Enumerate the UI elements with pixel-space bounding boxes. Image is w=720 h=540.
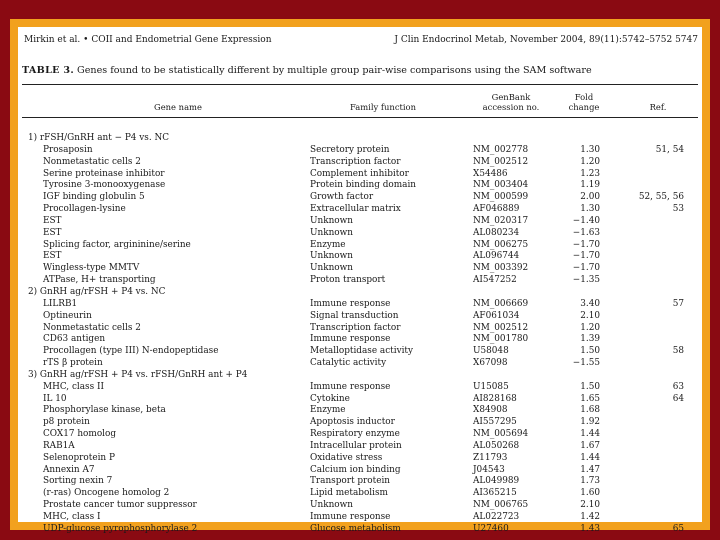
family-function-cell: Unknown (310, 251, 353, 262)
genbank-accession-cell: AL096744 (473, 251, 520, 262)
table-row (18, 228, 702, 240)
reference-cell: 64 (672, 393, 684, 404)
fold-change-cell: 1.30 (580, 144, 600, 155)
family-function-cell: Metalloptidase activity (310, 346, 414, 357)
fold-change-cell: −1.40 (572, 215, 600, 226)
table-row (18, 465, 702, 477)
gene-name-cell: rTS β protein (43, 358, 103, 369)
fold-change-cell: 1.47 (580, 464, 600, 475)
family-function-cell: Transcription factor (310, 156, 401, 167)
family-function-cell: Respiratory enzyme (310, 429, 400, 440)
gene-name-cell: EST (43, 251, 62, 262)
family-function-cell: Unknown (310, 215, 353, 226)
genbank-accession-cell: Z11793 (473, 452, 508, 463)
section-label: 1) rFSH/GnRH ant − P4 vs. NC (28, 133, 170, 143)
table-row (18, 192, 702, 204)
table-row (18, 157, 702, 169)
family-function-cell: Growth factor (310, 192, 374, 203)
gene-name-cell: MHC, class I (43, 512, 101, 522)
fold-change-cell: 1.92 (580, 417, 600, 428)
family-function-cell: Enzyme (310, 239, 346, 250)
genbank-accession-cell: NM_002512 (473, 322, 529, 333)
genbank-accession-cell: AL050268 (473, 440, 520, 451)
slide-frame (10, 19, 710, 534)
gene-name-cell: RAB1A (43, 440, 75, 451)
reference-cell: 63 (672, 381, 684, 392)
gene-name-cell: p8 protein (43, 417, 90, 428)
table-row (18, 405, 702, 417)
section-label: 2) GnRH ag/rFSH + P4 vs. NC (28, 286, 166, 297)
gene-name-cell: IL 10 (43, 393, 67, 404)
genbank-accession-cell: NM_002512 (473, 156, 529, 167)
family-function-cell: Oxidative stress (310, 452, 383, 463)
genbank-accession-cell: AI547252 (473, 275, 517, 286)
fold-change-cell: −1.70 (572, 251, 600, 262)
table-row (18, 417, 702, 429)
table-row (18, 334, 702, 346)
fold-change-cell: −1.70 (572, 263, 600, 274)
gene-name-cell: Prosaposin (43, 144, 93, 155)
fold-change-cell: −1.70 (572, 239, 600, 250)
genbank-accession-cell: NM_002778 (473, 144, 529, 155)
genbank-accession-cell: AI365215 (473, 488, 517, 499)
fold-change-cell: 1.42 (580, 512, 600, 522)
table-row (18, 145, 702, 157)
table-row (18, 275, 702, 287)
fold-change-cell: 2.10 (580, 310, 600, 321)
table-row (18, 441, 702, 453)
col-header-ref: Ref. (649, 102, 667, 112)
genbank-accession-cell: X54486 (473, 168, 508, 179)
gene-name-cell: IGF binding globulin 5 (43, 192, 145, 203)
family-function-cell: Glucose metabolism (310, 523, 401, 534)
genbank-accession-cell: U58048 (473, 346, 509, 357)
gene-name-cell: Sorting nexin 7 (43, 476, 113, 487)
genbank-accession-cell: NM_000599 (473, 192, 529, 203)
table-header-rule (22, 117, 698, 118)
gene-name-cell: Selenoprotein P (43, 452, 115, 463)
table-body (18, 133, 702, 536)
family-function-cell: Enzyme (310, 405, 346, 416)
table-row (18, 429, 702, 441)
family-function-cell: Immune response (310, 381, 391, 392)
gene-name-cell: ATPase, H+ transporting (43, 275, 156, 286)
gene-name-cell: Wingless-type MMTV (43, 263, 140, 274)
gene-name-cell: LILRB1 (43, 298, 78, 309)
fold-change-cell: 3.40 (580, 298, 600, 309)
col-header-genbank-line1: GenBank (491, 92, 531, 102)
table-row (18, 240, 702, 252)
family-function-cell: Proton transport (310, 275, 386, 286)
family-function-cell: Transcription factor (310, 322, 401, 333)
gene-name-cell: Prostate cancer tumor suppressor (43, 500, 197, 511)
genbank-accession-cell: NM_020317 (473, 215, 529, 226)
gene-name-cell: Nonmetastatic cells 2 (43, 156, 141, 167)
reference-cell: 58 (672, 346, 684, 357)
fold-change-cell: 1.43 (580, 523, 600, 534)
table-row (18, 488, 702, 500)
table-row (18, 358, 702, 370)
genbank-accession-cell: X84908 (473, 405, 508, 416)
table-row (18, 263, 702, 275)
gene-name-cell: (r-ras) Oncogene homolog 2 (43, 488, 170, 499)
gene-name-cell: MHC, class II (43, 381, 104, 392)
col-header-genbank-line2: accession no. (482, 102, 540, 112)
table-row (18, 476, 702, 488)
col-header-genbank (466, 92, 556, 112)
gene-name-cell: EST (43, 227, 62, 238)
running-header (24, 33, 698, 47)
fold-change-cell: 1.44 (580, 452, 600, 463)
family-function-cell: Secretory protein (310, 144, 390, 155)
family-function-cell: Complement inhibitor (310, 168, 409, 179)
fold-change-cell: −1.35 (572, 275, 600, 286)
table-section-row (18, 133, 702, 145)
table-row (18, 453, 702, 465)
section-label: 3) GnRH ag/rFSH + P4 vs. rFSH/GnRH ant + P4 (28, 369, 248, 380)
table-row (18, 204, 702, 216)
genbank-accession-cell: AL080234 (473, 227, 520, 238)
fold-change-cell: 1.67 (580, 440, 600, 451)
fold-change-cell: 1.23 (580, 168, 600, 179)
table-row (18, 251, 702, 263)
table-row (18, 524, 702, 536)
family-function-cell: Unknown (310, 500, 353, 511)
gene-name-cell: Annexin A7 (43, 464, 95, 475)
table-row (18, 512, 702, 524)
genbank-accession-cell: AL022723 (473, 512, 520, 522)
running-header-left: Mirkin et al. • COII and Endometrial Gene Expression (24, 35, 272, 45)
col-header-fold-line2: change (568, 102, 600, 112)
genbank-accession-cell: J04543 (473, 464, 505, 475)
family-function-cell: Apoptosis inductor (310, 417, 395, 428)
table-top-rule (22, 84, 698, 85)
genbank-accession-cell: AF061034 (473, 310, 520, 321)
genbank-accession-cell: U15085 (473, 381, 509, 392)
genbank-accession-cell: AI828168 (473, 393, 517, 404)
table-row (18, 180, 702, 192)
family-function-cell: Immune response (310, 298, 391, 309)
family-function-cell: Immune response (310, 512, 391, 522)
table-section-row (18, 287, 702, 299)
family-function-cell: Calcium ion binding (310, 464, 401, 475)
table-row (18, 382, 702, 394)
family-function-cell: Intracellular protein (310, 440, 402, 451)
reference-cell: 52, 55, 56 (638, 192, 684, 203)
family-function-cell: Protein binding domain (310, 180, 417, 191)
gene-name-cell: UDP-glucose pyrophosphorylase 2 (43, 523, 198, 534)
col-header-family: Family function (350, 102, 416, 112)
col-header-gene: Gene name (154, 102, 202, 112)
col-header-fold-line1: Fold (574, 92, 594, 102)
reference-cell: 57 (672, 298, 684, 309)
genbank-accession-cell: AF046889 (473, 204, 520, 215)
family-function-cell: Immune response (310, 334, 391, 345)
table-caption-text: Genes found to be statistically different by multiple group pair-wise comparisons using the SAM software (77, 65, 592, 76)
genbank-accession-cell: NM_005694 (473, 429, 529, 440)
table-row (18, 500, 702, 512)
fold-change-cell: 1.50 (580, 346, 600, 357)
genbank-accession-cell: NM_003392 (473, 263, 529, 274)
fold-change-cell: 1.50 (580, 381, 600, 392)
fold-change-cell: 1.20 (580, 156, 600, 167)
gene-name-cell: EST (43, 215, 62, 226)
fold-change-cell: 1.73 (580, 476, 600, 487)
gene-name-cell: Optineurin (43, 310, 92, 321)
gene-name-cell: Nonmetastatic cells 2 (43, 322, 141, 333)
fold-change-cell: 1.65 (580, 393, 600, 404)
reference-cell: 51, 54 (655, 144, 684, 155)
col-header-fold (564, 92, 604, 112)
gene-name-cell: Procollagen-lysine (43, 204, 126, 215)
gene-name-cell: Serine proteinase inhibitor (43, 168, 165, 179)
table-row (18, 323, 702, 335)
fold-change-cell: 2.00 (580, 192, 600, 203)
table-caption (22, 64, 592, 77)
genbank-accession-cell: AI557295 (473, 417, 517, 428)
fold-change-cell: 1.60 (580, 488, 600, 499)
family-function-cell: Unknown (310, 263, 353, 274)
genbank-accession-cell: NM_001780 (473, 334, 529, 345)
family-function-cell: Catalytic activity (310, 358, 387, 369)
table-section-row (18, 370, 702, 382)
family-function-cell: Lipid metabolism (310, 488, 388, 499)
gene-name-cell: Procollagen (type III) N-endopeptidase (43, 346, 219, 357)
fold-change-cell: 1.44 (580, 429, 600, 440)
scanned-page (18, 27, 702, 534)
genbank-accession-cell: NM_006765 (473, 500, 529, 511)
reference-cell: 53 (672, 204, 684, 215)
genbank-accession-cell: NM_006275 (473, 239, 529, 250)
genbank-accession-cell: NM_006669 (473, 298, 529, 309)
family-function-cell: Unknown (310, 227, 353, 238)
fold-change-cell: 2.10 (580, 500, 600, 511)
fold-change-cell: −1.63 (572, 227, 600, 238)
family-function-cell: Transport protein (310, 476, 391, 487)
gene-name-cell: Splicing factor, argininine/serine (43, 239, 191, 250)
table-row (18, 216, 702, 228)
genbank-accession-cell: AL049989 (473, 476, 520, 487)
fold-change-cell: 1.68 (580, 405, 600, 416)
fold-change-cell: −1.55 (572, 358, 600, 369)
family-function-cell: Extracellular matrix (310, 204, 401, 215)
fold-change-cell: 1.19 (580, 180, 600, 191)
family-function-cell: Signal transduction (310, 310, 399, 321)
table-label: TABLE 3. (22, 65, 74, 76)
table-row (18, 311, 702, 323)
gene-name-cell: COX17 homolog (43, 429, 117, 440)
gene-name-cell: Phosphorylase kinase, beta (43, 405, 166, 416)
table-row (18, 394, 702, 406)
running-header-right: J Clin Endocrinol Metab, November 2004, 89(11):5742–5752 5747 (394, 35, 698, 45)
genbank-accession-cell: NM_003404 (473, 180, 529, 191)
fold-change-cell: 1.30 (580, 204, 600, 215)
table-row (18, 346, 702, 358)
genbank-accession-cell: U27460 (473, 523, 509, 534)
gene-name-cell: Tyrosine 3-monooxygenase (43, 180, 166, 191)
fold-change-cell: 1.39 (580, 334, 600, 345)
family-function-cell: Cytokine (310, 393, 350, 404)
fold-change-cell: 1.20 (580, 322, 600, 333)
gene-name-cell: CD63 antigen (43, 334, 106, 345)
genbank-accession-cell: X67098 (473, 358, 508, 369)
reference-cell: 65 (672, 523, 684, 534)
table-row (18, 299, 702, 311)
table-row (18, 169, 702, 181)
